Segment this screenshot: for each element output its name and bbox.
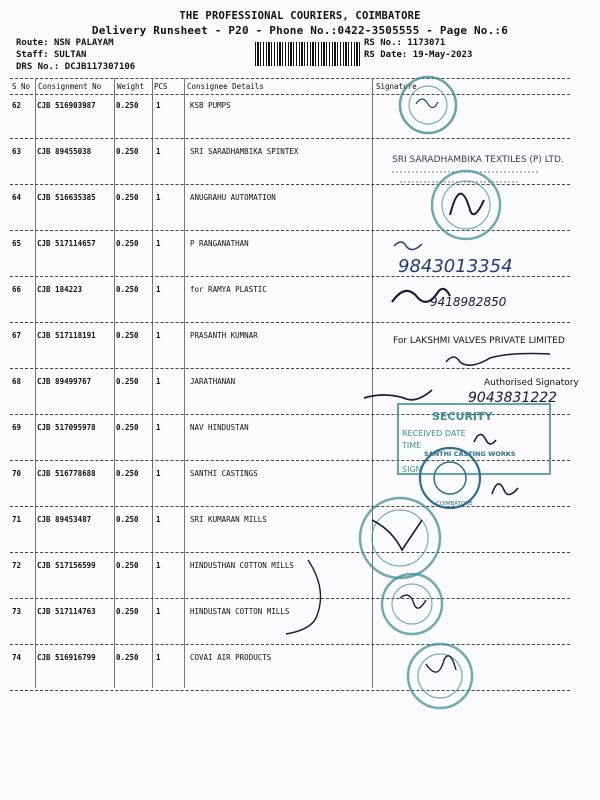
col-pcs: PCS [154, 82, 168, 91]
row-weight: 0.250 [116, 331, 139, 340]
row-consignment: CJB 89455038 [37, 147, 92, 156]
row-sno: 64 [12, 193, 22, 202]
row-pcs: 1 [156, 147, 161, 156]
row-consignment: CJB 517118191 [37, 331, 96, 340]
row-weight: 0.250 [116, 653, 139, 662]
row-consignment: CJB 517095978 [37, 423, 96, 432]
handwritten-phone: 9843013354 [398, 256, 513, 277]
row-rule [10, 414, 570, 415]
row-consignment: CJB 517114657 [37, 239, 96, 248]
row-rule [10, 598, 570, 599]
row-rule [10, 230, 570, 231]
row-weight: 0.250 [116, 147, 139, 156]
table-row [10, 239, 570, 285]
row-rule [10, 322, 570, 323]
row-weight: 0.250 [116, 515, 139, 524]
row-consignment: CJB 184223 [37, 285, 83, 294]
row-sno: 63 [12, 147, 22, 156]
table-row [10, 101, 570, 147]
rs-date-line [364, 50, 472, 60]
row-consignment: CJB 517156599 [37, 561, 96, 570]
rs-no-label: RS No.: [364, 38, 402, 48]
row-pcs: 1 [156, 285, 161, 294]
row-pcs: 1 [156, 331, 161, 340]
row-pcs: 1 [156, 239, 161, 248]
staff-line [16, 50, 86, 60]
row-pcs: 1 [156, 193, 161, 202]
row-sno: 72 [12, 561, 22, 570]
row-rule [10, 276, 570, 277]
row-consignee: JARATHANAN [190, 377, 236, 386]
seal-text: SANTHI CASTING WORKS [424, 450, 516, 458]
row-consignment: CJB 516903987 [37, 101, 96, 110]
row-consignee: SANTHI CASTINGS [190, 469, 258, 478]
row-pcs: 1 [156, 607, 161, 616]
col-signature: Signature [376, 82, 417, 91]
row-weight: 0.250 [116, 239, 139, 248]
col-consignment: Consignment No [38, 82, 102, 91]
row-rule [10, 184, 570, 185]
table-row [10, 469, 570, 515]
table-row [10, 193, 570, 239]
staff-value: SULTAN [53, 50, 87, 60]
row-weight: 0.250 [116, 101, 139, 110]
row-consignment: CJB 89499767 [37, 377, 92, 386]
rs-no-line [364, 38, 445, 48]
row-pcs: 1 [156, 469, 161, 478]
row-rule [10, 644, 570, 645]
row-sno: 74 [12, 653, 22, 662]
table-row [10, 423, 570, 469]
row-sno: 66 [12, 285, 22, 294]
row-consignment: CJB 89453487 [37, 515, 92, 524]
handwritten-phone: 9418982850 [430, 295, 507, 309]
row-consignment: CJB 516635385 [37, 193, 96, 202]
table-row [10, 285, 570, 331]
row-pcs: 1 [156, 377, 161, 386]
row-consignee: P RANGANATHAN [190, 239, 249, 248]
row-sno: 69 [12, 423, 22, 432]
row-consignee: HINDUSTAN COTTON MILLS [190, 607, 290, 616]
row-consignee: for RAMYA PLASTIC [190, 285, 267, 294]
staff-label: Staff: [16, 50, 49, 60]
company-sign-text: For LAKSHMI VALVES PRIVATE LIMITED [393, 336, 565, 346]
row-rule [10, 690, 570, 691]
row-consignee: SRI KUMARAN MILLS [190, 515, 267, 524]
row-rule [10, 460, 570, 461]
row-pcs: 1 [156, 423, 161, 432]
row-sno: 73 [12, 607, 22, 616]
drs-value: DCJB117307106 [64, 62, 136, 72]
barcode [255, 42, 361, 66]
table-row [10, 515, 570, 561]
row-consignee: PRASANTH KUMNAR [190, 331, 258, 340]
row-sno: 71 [12, 515, 22, 524]
row-rule [10, 368, 570, 369]
row-pcs: 1 [156, 101, 161, 110]
row-weight: 0.250 [116, 377, 139, 386]
row-rule [10, 138, 570, 139]
row-weight: 0.250 [116, 561, 139, 570]
row-weight: 0.250 [116, 469, 139, 478]
row-sno: 68 [12, 377, 22, 386]
table-row [10, 653, 570, 699]
row-sno: 70 [12, 469, 22, 478]
row-pcs: 1 [156, 653, 161, 662]
row-weight: 0.250 [116, 607, 139, 616]
sign-label: SIGN [402, 465, 422, 474]
received-date-label: RECEIVED DATE [402, 429, 466, 438]
row-pcs: 1 [156, 561, 161, 570]
table-row [10, 331, 570, 377]
handwritten-phone: 9043831222 [468, 390, 558, 406]
rs-date-label: RS Date: [364, 50, 408, 60]
row-consignee: COVAI AIR PRODUCTS [190, 653, 272, 662]
time-label: TIME [402, 441, 422, 450]
table-row [10, 607, 570, 653]
drs-label: DRS No.: [16, 62, 60, 72]
row-consignment: CJB 517114763 [37, 607, 96, 616]
row-consignment: CJB 516916799 [37, 653, 96, 662]
route-label: Route: [16, 38, 49, 48]
security-title: SECURITY [432, 410, 493, 423]
rs-date-value: 19-May-2023 [412, 50, 473, 60]
header-top-rule [10, 78, 570, 79]
runsheet-subtitle: Delivery Runsheet - P20 - Phone No.:0422-3505555 - Page No.:6 [91, 24, 509, 37]
row-pcs: 1 [156, 515, 161, 524]
authorised-text: Authorised Signatory [484, 378, 579, 388]
rs-no-value: 1173071 [407, 38, 446, 48]
row-consignee: HINDUSTHAN COTTON MILLS [190, 561, 294, 570]
row-consignee: NAV HINDUSTAN [190, 423, 249, 432]
row-sno: 62 [12, 101, 22, 110]
row-weight: 0.250 [116, 193, 139, 202]
header-bottom-rule [10, 94, 570, 95]
row-consignment: CJB 516778688 [37, 469, 96, 478]
col-sno: S No [12, 82, 31, 91]
company-title: THE PROFESSIONAL COURIERS, COIMBATORE [179, 10, 421, 22]
route-value: NSN PALAYAM [53, 38, 114, 48]
row-weight: 0.250 [116, 285, 139, 294]
table-row [10, 561, 570, 607]
row-sno: 65 [12, 239, 22, 248]
col-consignee: Consignee Details [187, 82, 264, 91]
row-rule [10, 506, 570, 507]
seal-city: COIMBATORE [436, 501, 473, 507]
row-sno: 67 [12, 331, 22, 340]
row-consignee: SRI SARADHAMBIKA SPINTEX [190, 147, 299, 156]
row-rule [10, 552, 570, 553]
row-weight: 0.250 [116, 423, 139, 432]
row-consignee: ANUGRAHU AUTOMATION [190, 193, 276, 202]
col-weight: Weight [117, 82, 145, 91]
table-row [10, 147, 570, 193]
stamp-text: SRI SARADHAMBIKA TEXTILES (P) LTD. [392, 155, 564, 165]
table-row [10, 377, 570, 423]
row-consignee: KSB PUMPS [190, 101, 231, 110]
route-line [16, 38, 114, 48]
drs-line [16, 62, 135, 72]
